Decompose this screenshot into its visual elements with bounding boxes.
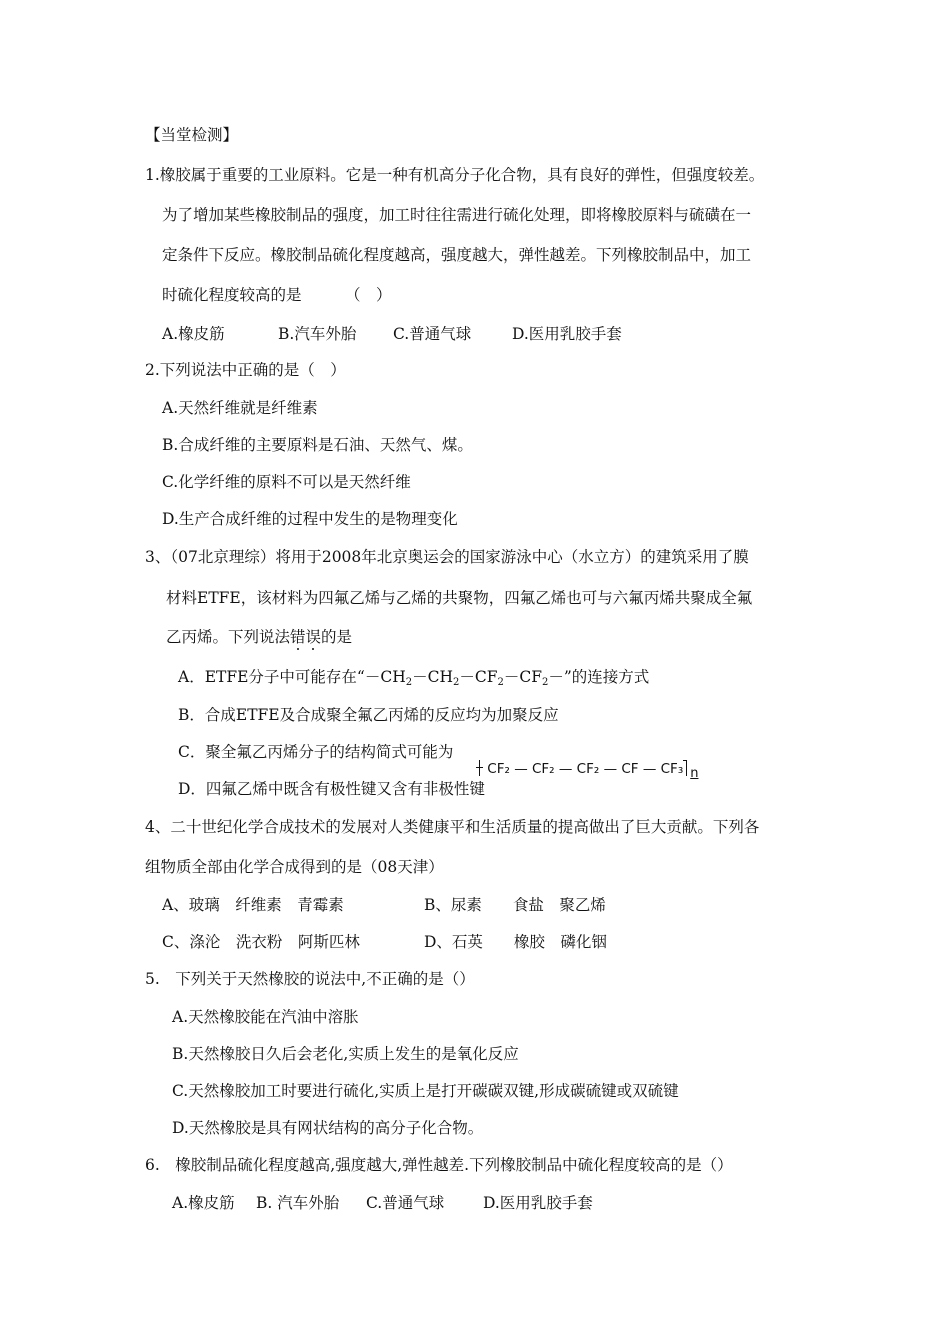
q2-option-b: B.合成纤维的主要原料是石油、天然气、煤。: [162, 436, 473, 454]
subscript: 2: [405, 677, 413, 688]
q6-option-b: B. 汽车外胎: [256, 1194, 340, 1212]
q4-option-d: D、石英 橡胶 磷化铟: [424, 933, 607, 951]
q1-option-c: C.普通气球: [393, 325, 472, 343]
q2-stem: 2.下列说法中正确的是（ ）: [145, 361, 346, 379]
q4-option-c: C、涤沦 洗衣粉 阿斯匹林: [162, 933, 360, 951]
q2-option-a: A.天然纤维就是纤维素: [162, 399, 318, 417]
q5-option-c: C.天然橡胶加工时要进行硫化,实质上是打开碳碳双键,形成碳硫键或双硫键: [172, 1082, 679, 1100]
q3-option-a: [178, 667, 649, 693]
q1-option-b: B.汽车外胎: [278, 325, 357, 343]
subscript: 2: [452, 677, 460, 688]
q1-line-3: 定条件下反应。橡胶制品硫化程度越高，强度越大，弹性越差。下列橡胶制品中，加工: [162, 246, 752, 264]
q4-option-a: A、玻璃 纤维素 青霉素: [162, 896, 344, 914]
q3-line-3-post: 的是: [321, 628, 353, 646]
q3-option-a-text-2: －CH: [412, 668, 453, 686]
q4-option-b: B、尿素 食盐 聚乙烯: [424, 896, 606, 914]
q6-option-a: A.橡皮筋: [172, 1194, 235, 1212]
subscript: 2: [497, 677, 504, 688]
q1-option-d: D.医用乳胶手套: [512, 325, 622, 343]
q5-stem: 5. 下列关于天然橡胶的说法中,不正确的是（）: [145, 970, 475, 988]
subscript: 2: [541, 677, 549, 688]
formula-body: CF₂ — CF₂ — CF₂ — CF — CF₃: [487, 761, 684, 777]
q3-emphasis-char-2: 误: [305, 628, 322, 646]
q6-stem: 6. 橡胶制品硫化程度越高,强度越大,弹性越差.下列橡胶制品中硫化程度较高的是（）: [145, 1156, 733, 1174]
q6-option-c: C.普通气球: [366, 1194, 445, 1212]
q3-emphasis-char-1: 错: [290, 628, 306, 646]
formula-subscript-n: n: [690, 766, 699, 781]
q2-option-d: D.生产合成纤维的过程中发生的是物理变化: [162, 510, 458, 528]
q3-line-3: [166, 627, 352, 647]
q3-option-a-text-5: －”的连接方式: [548, 668, 650, 686]
q1-line-1: 1.橡胶属于重要的工业原料。它是一种有机高分子化合物，具有良好的弹性，但强度较差。: [145, 166, 765, 184]
section-title: 【当堂检测】: [145, 126, 239, 144]
q5-option-b: B.天然橡胶日久后会老化,实质上发生的是氧化反应: [172, 1045, 519, 1063]
q6-option-d: D.医用乳胶手套: [483, 1194, 593, 1212]
q2-option-c: C.化学纤维的原料不可以是天然纤维: [162, 473, 411, 491]
structural-formula: [476, 760, 698, 784]
q3-option-c: C．聚全氟乙丙烯分子的结构简式可能为: [178, 743, 454, 761]
q4-line-1: 4、二十世纪化学合成技术的发展对人类健康平和生活质量的提高做出了巨大贡献。下列各: [145, 818, 760, 836]
q3-option-d: D．四氟乙烯中既含有极性键又含有非极性键: [178, 780, 485, 798]
q1-line-4: 时硫化程度较高的是: [162, 286, 302, 304]
q3-option-a-text-3: －CF: [459, 668, 498, 686]
polymer-right-bracket: [683, 760, 690, 776]
q3-option-a-text-4: －CF: [503, 668, 542, 686]
q5-option-d: D.天然橡胶是具有网状结构的高分子化合物。: [172, 1119, 484, 1137]
q1-answer-paren: （ ）: [345, 286, 392, 304]
q4-line-2: 组物质全部由化学合成得到的是（08天津）: [145, 858, 444, 876]
q3-line-2: 材料ETFE，该材料为四氟乙烯与乙烯的共聚物，四氟乙烯也可与六氟丙烯共聚成全氟: [166, 589, 753, 607]
q3-line-1: 3、（07北京理综）将用于2008年北京奥运会的国家游泳中心（水立方）的建筑采用了膜: [145, 548, 749, 566]
polymer-left-bracket: [476, 760, 483, 776]
q1-line-2: 为了增加某些橡胶制品的强度，加工时往往需进行硫化处理，即将橡胶原料与硫磺在一: [162, 206, 752, 224]
q5-option-a: A.天然橡胶能在汽油中溶胀: [172, 1008, 359, 1026]
q1-option-a: A.橡皮筋: [162, 325, 225, 343]
q3-line-3-pre: 乙丙烯。下列说法: [166, 628, 291, 646]
q3-option-b: B．合成ETFE及合成聚全氟乙丙烯的反应均为加聚反应: [178, 706, 559, 724]
q3-option-a-text-1: A．ETFE分子中可能存在“－CH: [178, 668, 406, 686]
